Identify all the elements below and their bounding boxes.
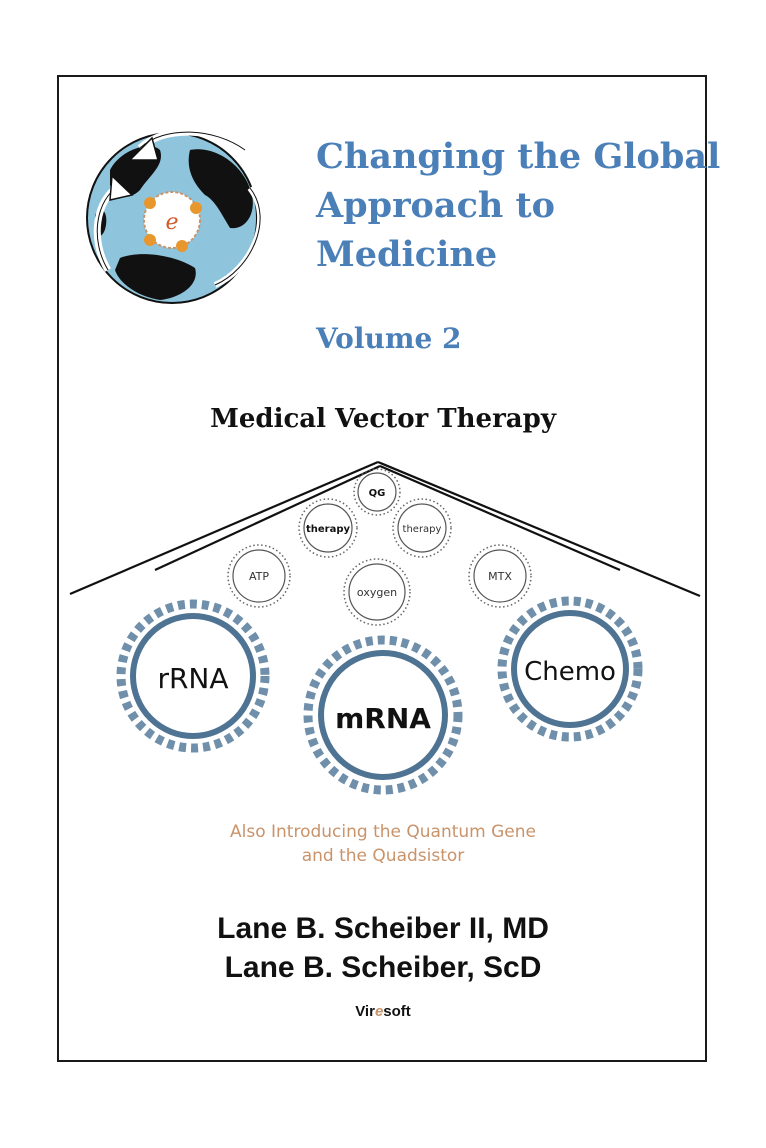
volume-label: Volume 2	[316, 322, 462, 355]
vector-mrna	[308, 640, 458, 790]
vector-label-therapy-left: therapy	[305, 524, 351, 535]
publisher-pre: Vir	[355, 1003, 375, 1020]
logo-letter: e	[165, 210, 179, 235]
vector-atp	[228, 545, 290, 607]
intro-text	[0, 820, 766, 868]
vector-label-qg: QG	[368, 488, 386, 499]
vector-oxygen	[344, 559, 410, 625]
publisher-e: e	[374, 1003, 384, 1020]
vector-label-rrna: rRNA	[157, 662, 229, 695]
vector-label-chemo: Chemo	[524, 657, 616, 687]
globe-logo-icon	[87, 132, 260, 303]
vector-mtx	[469, 545, 531, 607]
book-subtitle: Medical Vector Therapy	[210, 404, 556, 434]
vector-label-oxygen: oxygen	[356, 586, 398, 599]
vector-label-mrna: mRNA	[335, 702, 431, 735]
publisher-post: soft	[383, 1003, 411, 1020]
vector-therapy-right	[393, 499, 451, 557]
vector-label-atp: ATP	[248, 570, 270, 583]
publisher-logo	[0, 1003, 766, 1020]
intro-line-2: and the Quadsistor	[301, 846, 465, 866]
vector-rrna	[121, 604, 265, 748]
book-title: Changing the Global Approach to Medicine	[316, 136, 721, 275]
vector-chemo	[502, 601, 638, 737]
small-vectors	[228, 469, 531, 625]
vector-label-mtx: MTX	[488, 570, 512, 583]
author-2: Lane B. Scheiber, ScD	[224, 951, 542, 984]
vector-label-therapy-right: therapy	[402, 524, 442, 535]
author-1: Lane B. Scheiber II, MD	[217, 912, 549, 945]
intro-line-1: Also Introducing the Quantum Gene	[229, 822, 536, 842]
vector-therapy-left	[299, 499, 357, 557]
large-vectors	[121, 601, 638, 790]
